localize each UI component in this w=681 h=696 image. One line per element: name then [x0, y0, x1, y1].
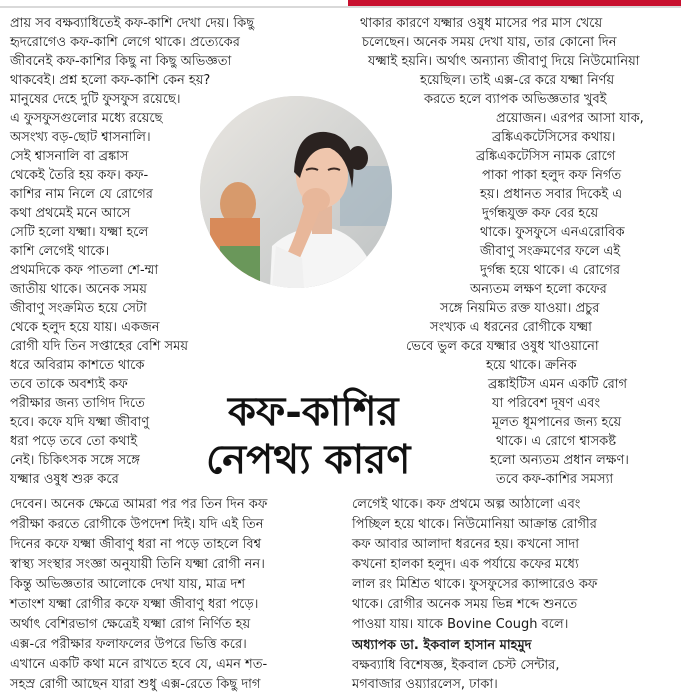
text-line: রোগী যদি তিন সপ্তাহের বেশি সময় [10, 339, 188, 354]
text-line: হয়ে থাকে। ক্রনিক [486, 358, 577, 373]
text-line: জীবনেই কফ-কাশির কিছু না কিছু অভিজ্ঞতা [10, 54, 232, 69]
text-line: স্বাস্থ্য সংস্থার সংজ্ঞা অনুযায়ী তিনি যক্ষ্মা রোগী নন। [10, 557, 265, 572]
text-line: কথা প্রথমেই মনে আসে [10, 206, 131, 221]
text-line: এখানে একটি কথা মনে রাখতে হবে যে, এমন শত- [10, 657, 268, 672]
text-line: ব্রঙ্কিএকটেসিস নামক রোগে [476, 149, 616, 164]
text-line: এ ফুসফুসগুলোর মধ্যে রয়েছে [10, 111, 163, 126]
text-line: যক্ষ্মার ওষুধ শুরু করে [10, 472, 119, 487]
text-line: অর্থাৎ বেশিরভাগ ক্ষেত্রেই যক্ষ্মা রোগ নির্ণিত হয় [10, 617, 251, 632]
author-name: অধ্যাপক ডা. ইকবাল হাসান মাহমুদ [352, 638, 532, 653]
text-line: মূলত ধূমপানের জন্য হয়ে [492, 415, 622, 430]
text-line: এক্স-রে পরীক্ষার ফলাফলের উপরে ভিত্তি করে। [10, 637, 247, 652]
text-line: করতে হলে ব্যাপক অভিজ্ঞতার খুবই [424, 92, 607, 107]
text-line: তবে তাকে অবশ্যই কফ [10, 377, 128, 392]
text-line: যক্ষ্মাই হয়নি। অর্থাৎ অন্যান্য জীবাণু দিয়ে নিউমোনিয়া [368, 54, 640, 69]
text-line: পাকা পাকা হলুদ কফ নির্গত [482, 168, 622, 183]
text-line: হলো অন্যতম প্রধান লক্ষণ। [490, 453, 629, 468]
author-title: বক্ষব্যাধি বিশেষজ্ঞ, ইকবাল চেস্ট সেন্টার, [352, 658, 560, 673]
text-line: কাশির নাম নিলে যে রোগের [10, 187, 153, 202]
text-line: দুর্গন্ধযুক্ত কফ বের হয়ে [482, 206, 599, 221]
text-line: প্রথমদিকে কফ পাতলা শে-ম্মা [10, 263, 159, 278]
text-line: সেটি হলো যক্ষ্মা। যক্ষ্মা হলে [10, 225, 149, 240]
text-line: সংখ্যক এ ধরনের রোগীকে যক্ষ্মা [430, 320, 592, 335]
text-line: প্রয়োজন। এরপর আসা যাক, [496, 111, 644, 126]
text-line: থাকার কারণে যক্ষ্মার ওষুধ মাসের পর মাস খেয়ে [360, 16, 603, 31]
text-line: চলেছেন। অনেক সময় দেখা যায়, তার কোনো দিন [362, 35, 617, 50]
text-line: ভেবে ভুল করে যক্ষ্মার ওষুধ খাওয়ানো [406, 339, 599, 354]
text-line: লেগেই থাকে। কফ প্রথমে অল্প আঠালো এবং [352, 497, 581, 512]
photo-illustration [200, 96, 392, 288]
headline-line-1: কফ-কাশির [228, 388, 399, 435]
text-line: সঙ্গে নিয়মিত রক্ত যাওয়া। প্রচুর [440, 301, 600, 316]
text-line: হয়েছিল। তাই এক্স-রে করে যক্ষ্মা নির্ণয় [420, 73, 615, 88]
text-line: তবে কফ-কাশির সমস্যা [496, 472, 614, 487]
text-line: হয়। প্রধানত সবার দিকেই এ [480, 187, 623, 202]
text-line: সহস্র রোগী আছেন যারা শুধু এক্স-রেতে কিছু দাগ [10, 677, 261, 692]
text-line: প্রায় সব বক্ষব্যাধিতেই কফ-কাশি দেখা দেয়। কিছু [10, 16, 255, 31]
text-line: জাতীয় থাকে। অনেক সময় [10, 282, 147, 297]
text-line: পরীক্ষার জন্য তাগিদ দিতে [10, 396, 145, 411]
text-line: সেই শ্বাসনালি বা ব্রঙ্কাস [10, 149, 129, 164]
text-line: কফ আবার আলাদা ধরনের হয়। কখনো সাদা [352, 537, 579, 552]
text-line: নেই। চিকিৎসক সঙ্গে সঙ্গে [10, 453, 140, 468]
text-line: থাকে। রোগীর অনেক সময় ভিন্ন শব্দে শুনতে [352, 597, 578, 612]
text-line: ব্রঙ্কিএকটেসিসের কথায়। [492, 130, 616, 145]
text-line: মানুষের দেহে দুটি ফুসফুস রয়েছে। [10, 92, 181, 107]
text-line: যা পরিবেশ দূষণ এবং [492, 396, 601, 411]
text-line: পাওয়া যায়। যাকে Bovine Cough বলে। [352, 617, 569, 632]
text-line: লাল রং মিশ্রিত থাকে। ফুসফুসের ক্যান্সারেও কফ [352, 577, 598, 592]
text-line: থেকে হলুদ হয়ে যায়। একজন [10, 320, 160, 335]
top-rule [0, 6, 681, 8]
text-line: দুর্গন্ধ হয়ে থাকে। এ রোগের [480, 263, 621, 278]
text-line: শতাংশ যক্ষ্মা রোগীর কফে যক্ষ্মা জীবাণু ধরা পড়ে। [10, 597, 259, 612]
text-line: ধরা পড়ে তবে তো কথাই [10, 434, 138, 449]
text-line: অসংখ্য বড়-ছোট শ্বাসনালি। [10, 130, 151, 145]
text-line: থাকবেই। প্রশ্ন হলো কফ-কাশি কেন হয়? [10, 73, 211, 88]
text-line: অন্যতম লক্ষণ হলো কফের [470, 282, 607, 297]
text-line: কিন্তু অভিজ্ঞতার আলোকে দেখা যায়, মাত্র দশ [10, 577, 246, 592]
text-line: হবে। কফে যদি যক্ষ্মা জীবাণু [10, 415, 150, 430]
text-line: দিনের কফে যক্ষ্মা জীবাণু ধরা না পড়ে তাহলে বিশ্ব [10, 537, 262, 552]
text-line: থাকে। ফুসফুসে এনএরোবিক [480, 225, 625, 240]
text-line: ব্রঙ্কাইটিস এমন একটি রোগ [488, 377, 628, 392]
coughing-woman-photo [200, 96, 392, 288]
text-line: জীবাণু সংক্রমিত হয়ে সেটা [10, 301, 147, 316]
text-line: হৃদরোগেও কফ-কাশি লেগে থাকে। প্রত্যেকের [10, 35, 240, 50]
text-line: জীবাণু সংক্রমণের ফলে এই [480, 244, 621, 259]
author-address: মগবাজার ওয়্যারলেস, ঢাকা। [352, 677, 498, 692]
text-line: পরীক্ষা করতে রোগীকে উপদেশ দিই। যদি এই তিন [10, 517, 264, 532]
text-line: দেবেন। অনেক ক্ষেত্রে আমরা পর পর তিন দিন কফ [10, 497, 268, 512]
text-line: কাশি লেগেই থাকে। [10, 244, 110, 259]
headline-line-2: নেপথ্য কারণ [206, 436, 411, 483]
text-line: কখনো হালকা হলুদ। এক পর্যায়ে কফের মধ্যে [352, 557, 579, 572]
text-line: থাকে। এ রোগে শ্বাসকষ্ট [496, 434, 617, 449]
text-line: পিচ্ছিল হয়ে থাকে। নিউমোনিয়া আক্রান্ত রোগীর [352, 517, 597, 532]
text-line: ধরে অবিরাম কাশতে থাকে [10, 358, 145, 373]
text-line: থেকেই তৈরি হয় কফ। কফ- [10, 168, 149, 183]
